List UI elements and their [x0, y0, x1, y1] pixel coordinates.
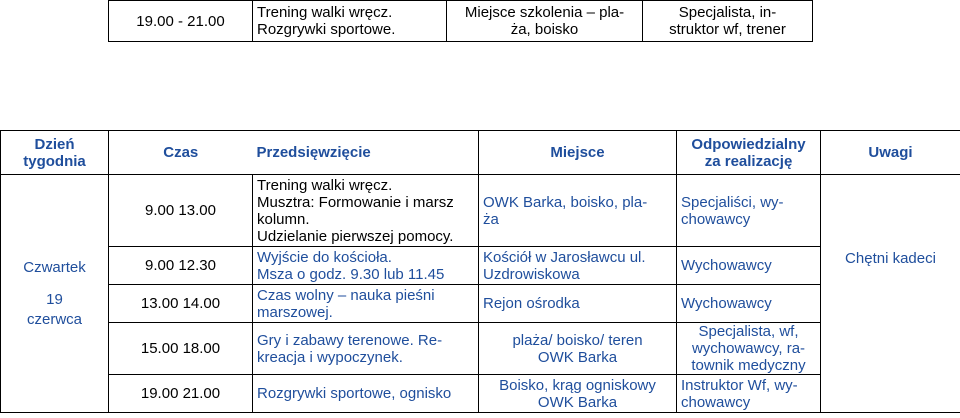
day-cell [1, 175, 109, 413]
time-cell: 13.00 14.00 [109, 285, 253, 323]
activity-cell: Rozgrywki sportowe, ognisko [253, 375, 479, 413]
place-cell: Kościół w Jarosławcu ul. Uzdrowiskowa [479, 247, 677, 285]
header-activity: Przedsięwzięcie [253, 131, 479, 175]
notes-text: Chętni kadeci [845, 249, 936, 267]
time-cell: 15.00 18.00 [109, 323, 253, 375]
responsible-cell: Specjaliści, wy- chowawcy [677, 175, 821, 247]
header-responsible: Odpowiedzialny za realizację [677, 131, 821, 175]
table-row [1, 323, 960, 375]
day-name: Czwartek [23, 258, 86, 276]
activity-cell: Gry i zabawy terenowe. Re- kreacja i wypoczynek. [253, 323, 479, 375]
time-cell: 9.00 13.00 [109, 175, 253, 247]
header-notes: Uwagi [821, 131, 960, 175]
time-cell: 9.00 12.30 [109, 247, 253, 285]
header-day: Dzień tygodnia [1, 131, 109, 175]
responsible-cell: Instruktor Wf, wy- chowawcy [677, 375, 821, 413]
responsible-cell: Wychowawcy [677, 285, 821, 323]
table-row [109, 1, 813, 42]
place-cell: OWK Barka, boisko, pla- ża [479, 175, 677, 247]
activity-cell: Czas wolny – nauka pieśni marszowej. [253, 285, 479, 323]
place-cell: Boisko, krąg ogniskowy OWK Barka [479, 375, 677, 413]
place-cell: Miejsce szkolenia – pla- ża, boisko [447, 1, 643, 42]
place-cell: plaża/ boisko/ teren OWK Barka [479, 323, 677, 375]
top-schedule-fragment [108, 0, 813, 42]
responsible-cell: Specjalista, in- struktor wf, trener [643, 1, 813, 42]
responsible-cell: Specjalista, wf, wychowawcy, ra- townik medyczny [677, 323, 821, 375]
schedule-table [0, 130, 960, 413]
header-place: Miejsce [479, 131, 677, 175]
table-row [1, 285, 960, 323]
time-cell: 19.00 - 21.00 [109, 1, 253, 42]
activity-cell: Trening walki wręcz. Rozgrywki sportowe. [253, 1, 447, 42]
time-cell: 19.00 21.00 [109, 375, 253, 413]
header-row [1, 131, 960, 175]
header-time: Czas [109, 131, 253, 175]
place-cell: Rejon ośrodka [479, 285, 677, 323]
responsible-cell: Wychowawcy [677, 247, 821, 285]
activity-cell: Wyjście do kościoła. Msza o godz. 9.30 lub 11.45 [253, 247, 479, 285]
table-row [1, 247, 960, 285]
notes-cell [821, 175, 960, 413]
table-row [1, 375, 960, 413]
day-date: 19 czerwca [26, 290, 82, 328]
table-row [1, 175, 960, 247]
activity-cell: Trening walki wręcz. Musztra: Formowanie i marsz kolumn. Udzielanie pierwszej pomocy. [253, 175, 479, 247]
